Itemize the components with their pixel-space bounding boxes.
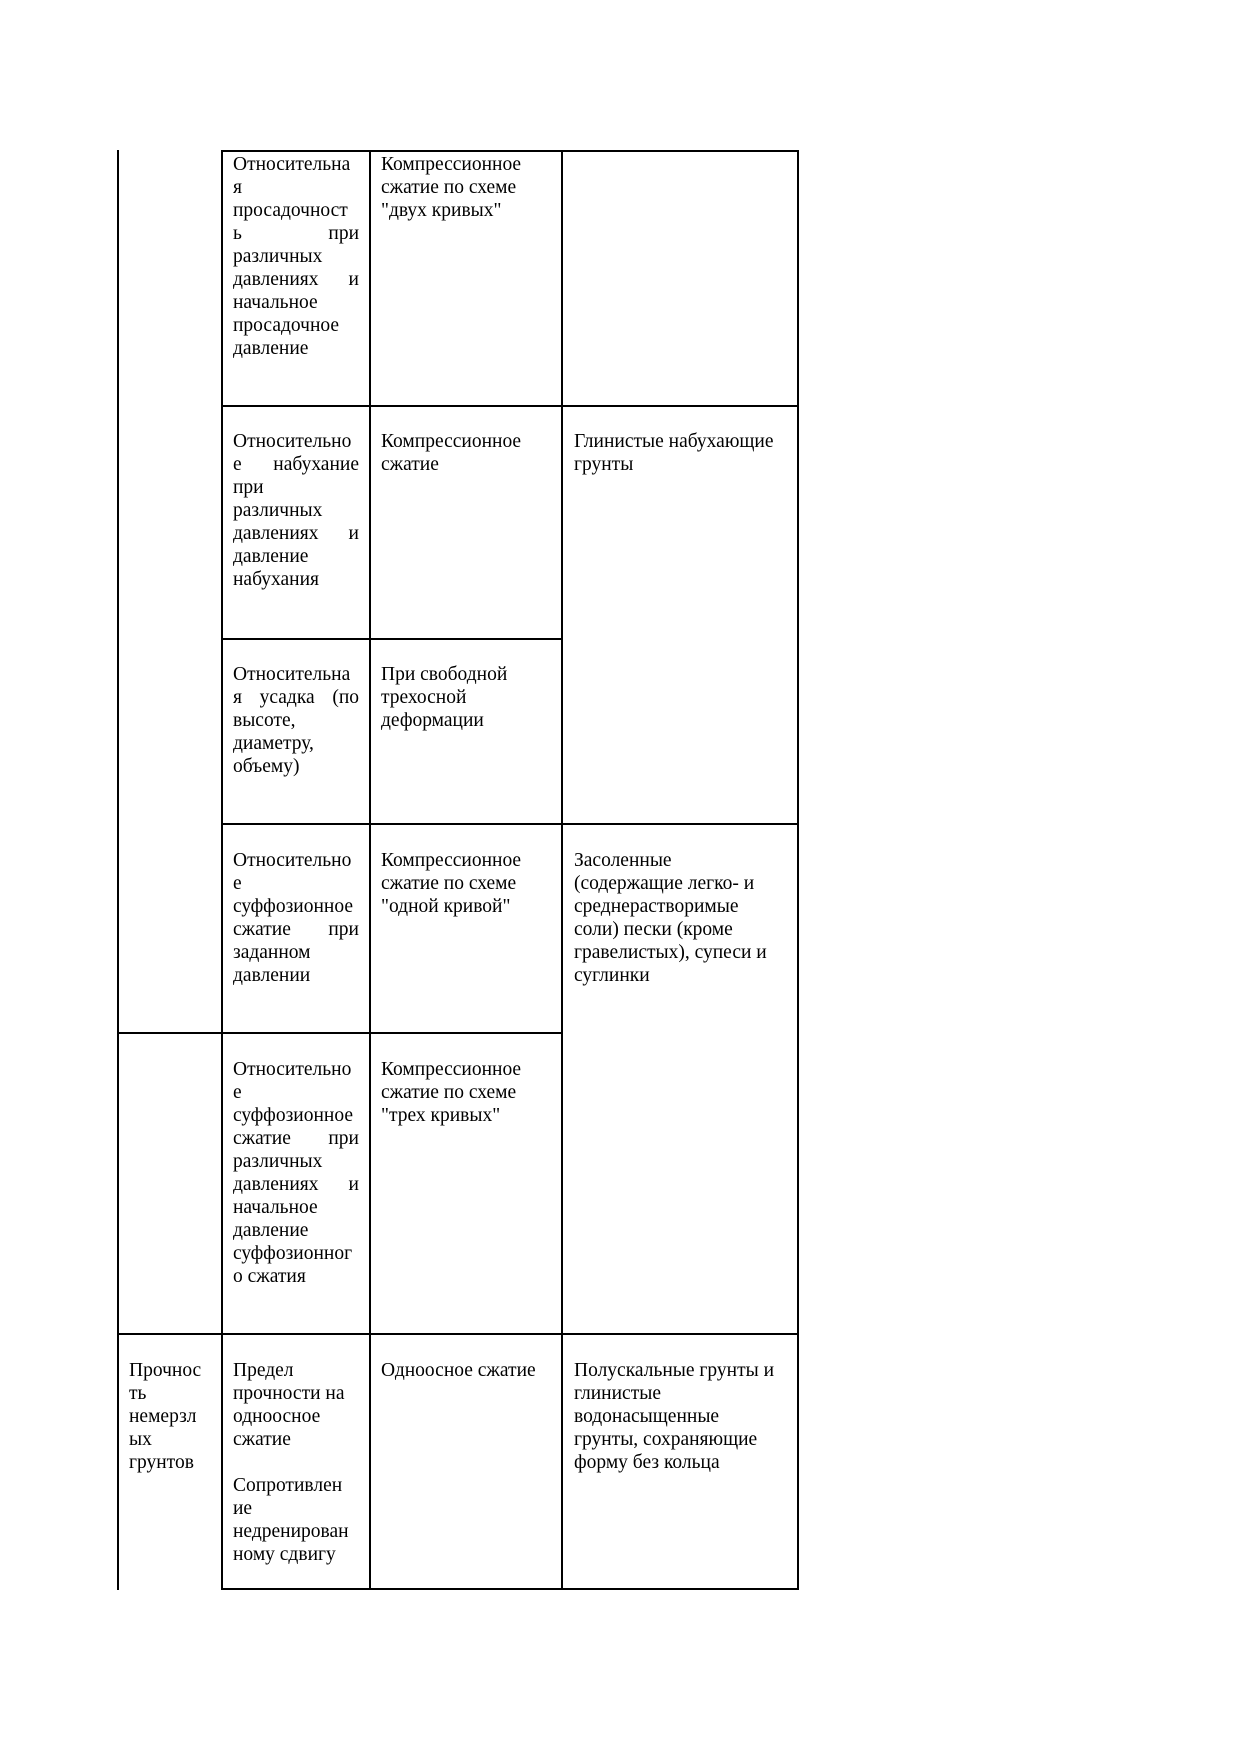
text-line: сжатие	[233, 1429, 291, 1450]
table-border-left	[117, 150, 119, 1590]
text-line: объему)	[233, 756, 300, 777]
text-line: "двух кривых"	[381, 200, 502, 221]
cell-soils-row6	[574, 1359, 794, 1474]
text-line: сжатие по схеме	[381, 177, 517, 198]
text-line: прочности на	[233, 1383, 345, 1404]
text-line: ть	[129, 1383, 147, 1404]
text-line: суффозионное	[233, 1105, 353, 1126]
text-line: я	[233, 177, 242, 198]
text-line: одноосное	[233, 1406, 321, 1427]
text-line: ие	[233, 1498, 253, 1519]
cell-method-row4	[381, 849, 557, 918]
text-line: трехосной	[381, 687, 467, 708]
cell-soils-row4	[574, 849, 794, 987]
table-row-sep-4	[117, 1032, 563, 1034]
text-line: суффозионное	[233, 896, 353, 917]
cell-method-row6	[381, 1359, 557, 1382]
text-line: Относительно	[233, 1059, 352, 1080]
table-col-sep-2	[369, 150, 371, 1590]
text-line: Сопротивлен	[233, 1475, 343, 1496]
text-line: давлении	[233, 965, 311, 986]
text-line: давлениях и	[233, 523, 359, 544]
text-line: Относительно	[233, 431, 352, 452]
text-line: среднерастворимые	[574, 896, 739, 917]
text-line: начальное	[233, 1197, 318, 1218]
cell-property-row5	[233, 1058, 359, 1288]
text-line: просадочное	[233, 315, 340, 336]
text-line: Компрессионное	[381, 431, 522, 452]
text-line: е	[233, 1082, 242, 1103]
cell-property-row1	[233, 153, 359, 360]
text-line: Засоленные	[574, 850, 672, 871]
cell-soils-row2	[574, 430, 794, 476]
text-line: соли) пески (кроме	[574, 919, 733, 940]
text-line: водонасыщенные	[574, 1406, 720, 1427]
text-line: просадочност	[233, 200, 348, 221]
text-line: е	[233, 873, 242, 894]
text-line: суффозионног	[233, 1243, 353, 1264]
text-line: сжатие при	[233, 919, 359, 940]
text-line: Компрессионное	[381, 850, 522, 871]
cell-method-row5	[381, 1058, 557, 1127]
text-line: недренирован	[233, 1521, 349, 1542]
cell-group-row6	[129, 1359, 217, 1474]
text-line: различных	[233, 246, 323, 267]
text-line: я усадка (по	[233, 687, 359, 708]
text-line: Прочнос	[129, 1360, 202, 1381]
text-line: сжатие по схеме	[381, 873, 517, 894]
text-line: немерзл	[129, 1406, 197, 1427]
text-line: о сжатия	[233, 1266, 306, 1287]
text-line: ь при	[233, 223, 359, 244]
table-border-bottom	[221, 1588, 799, 1590]
text-line: сжатие	[381, 454, 439, 475]
text-line: давлениях и	[233, 269, 359, 290]
cell-method-row3	[381, 663, 557, 732]
text-line: суглинки	[574, 965, 650, 986]
cell-method-row1	[381, 153, 557, 222]
text-line: ному сдвигу	[233, 1544, 336, 1565]
text-line: грунтов	[129, 1452, 194, 1473]
cell-property-row6	[233, 1359, 365, 1566]
text-line: заданном	[233, 942, 311, 963]
text-line: сжатие по схеме	[381, 1082, 517, 1103]
text-line: Одноосное сжатие	[381, 1360, 536, 1381]
text-line: ых	[129, 1429, 152, 1450]
table-border-top	[221, 150, 799, 152]
text-line: Относительно	[233, 850, 352, 871]
text-line: грунты	[574, 454, 634, 475]
text-line: глинистые	[574, 1383, 661, 1404]
cell-property-row4	[233, 849, 359, 987]
text-line: высоте,	[233, 710, 296, 731]
text-line: форму без кольца	[574, 1452, 720, 1473]
text-line: давление	[233, 546, 309, 567]
cell-method-row2	[381, 430, 557, 476]
text-line: деформации	[381, 710, 484, 731]
cell-property-row2	[233, 430, 359, 591]
text-line: При свободной	[381, 664, 508, 685]
text-line: диаметру,	[233, 733, 314, 754]
text-line: набухания	[233, 569, 320, 590]
text-line: грунты, сохраняющие	[574, 1429, 758, 1450]
text-line: Компрессионное	[381, 1059, 522, 1080]
text-line: е набухание	[233, 454, 359, 475]
text-line: Относительна	[233, 154, 351, 175]
table-row-sep-2	[221, 638, 563, 640]
text-line: сжатие при	[233, 1128, 359, 1149]
table-col-sep-1	[221, 150, 223, 1590]
table-col-sep-3	[561, 150, 563, 1590]
text-line: давление	[233, 338, 309, 359]
text-line: Относительна	[233, 664, 351, 685]
text-line: Компрессионное	[381, 154, 522, 175]
table-row-sep-3	[221, 823, 799, 825]
table-border-right	[797, 150, 799, 1590]
text-line: при	[233, 477, 264, 498]
text-line: (содержащие легко- и	[574, 873, 755, 894]
table-row-sep-1	[221, 405, 799, 407]
text-line: Глинистые набухающие	[574, 431, 774, 452]
table-row-sep-5	[117, 1333, 799, 1335]
cell-property-row3	[233, 663, 359, 778]
text-line: начальное	[233, 292, 318, 313]
text-line: давлениях и	[233, 1174, 359, 1195]
text-line: Предел	[233, 1360, 294, 1381]
text-line: "одной кривой"	[381, 896, 511, 917]
text-line: "трех кривых"	[381, 1105, 501, 1126]
text-line: давление	[233, 1220, 309, 1241]
text-line: различных	[233, 500, 323, 521]
text-line: Полускальные грунты и	[574, 1360, 775, 1381]
text-line: гравелистых), супеси и	[574, 942, 767, 963]
text-line: различных	[233, 1151, 323, 1172]
